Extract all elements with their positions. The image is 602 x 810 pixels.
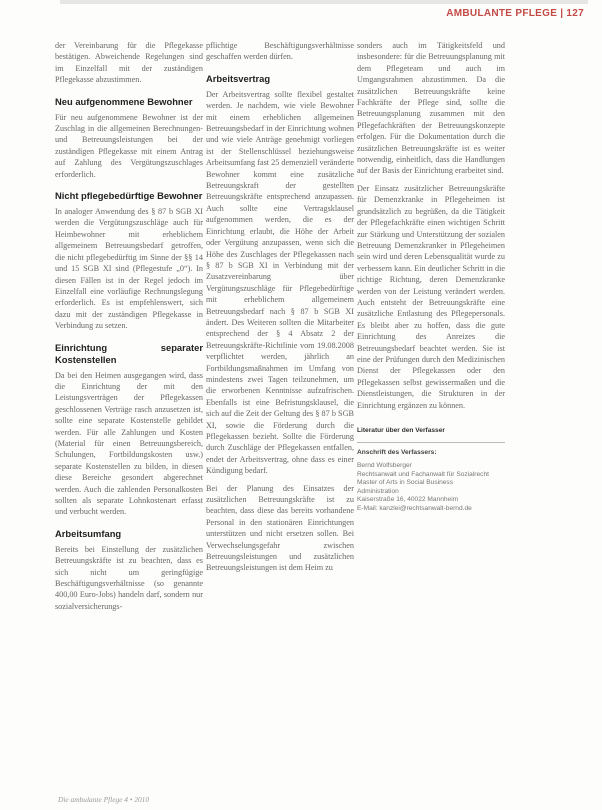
divider xyxy=(357,442,505,443)
literature-heading: Literatur über den Verfasser xyxy=(357,427,445,434)
column-3 xyxy=(357,40,505,514)
paragraph: Der Arbeitsvertrag sollte flexibel gestaltet werden. Je nachdem, wie viele Bewohner mit einem erheblichen allgemeinen Betreuungsbedarf in der Einrichtung wohnen und wie viele Anträge genehmigt vorliegen ist der Stellenschlüssel beziehungsweise Arbeitsumfang fast 25 demenziell veränderte Bewohner kommt eine zusätzliche Betreuungskraft der gestellten Betreuungskräfte entsprechend anzupassen. Auch sollte eine Vertragsklausel aufgenommen werden, die es der Einrichtung erlaubt, die Höhe der Arbeit oder Vergütung anzupassen, wenn sich die Höhe des Zuschlages der Pflegekassen nach § 87 b SGB XI in Verbindung mit der Zusatzvereinbarung über Vergütungszuschläge für Pflegebedürftige mit erheblichem allgemeinem Betreuungsbedarf nach § 87 b SGB XI ändert. Des Weiteren sollten die Mitarbeiter entsprechend der § 4 Absatz 2 der Betreuungskräfte-Richtlinie vom 19.08.2008 verpflichtet werden, jährlich an Fortbildungsmaßnahmen im Umfang von mindestens zwei Tagen teilzunehmen, um die erworbenen Kenntnisse aufzufrischen. Ebenfalls ist eine Befristungsklausel, die sich auf die Zeit der Geltung des § 87 b SGB XI, sowie die Förderung durch die Pflegekassen bezieht. Sollte die Förderung durch Zuschläge der Pflegekassen entfallen, endet der Arbeitsvertrag, ohne dass es einer Kündigung bedarf. xyxy=(206,89,354,476)
paragraph: In analoger Anwendung des § 87 b SGB XI werden die Vergütungszuschläge auch für Heimbewohner mit erheblichem allgemeinem Betreuungsbedarf getroffen, die nicht pflegebedürftig im Sinne der §§ 14 und 15 SGB XI sind (Pflegestufe „0“). In diesen Fällen ist in der Regel jedoch im Einzelfall eine vorläufige Rechnungslegung erforderlich. Es ist empfehlenswert, sich dazu mit der zuständigen Pflegekasse in Verbindung zu setzen. xyxy=(55,207,203,331)
column-2 xyxy=(206,40,354,580)
paragraph: Der Einsatz zusätzlicher Betreuungskräfte für Demenzkranke in Pflegeheimen ist grundsätzlich zu begrüßen, da die Tätigkeit der Pflegefachkräfte einen wichtigen Schritt zur Stärkung und Unterstützung der sozialen Betreuung Demenzkranker in Pflegeheimen sein wird und deren Lebensqualität wurde zu verbessern kann. Ein deutlicher Schritt in die richtige Richtung, deren Demenzkranke werden von der Leistung verändert werden. Auch entsteht der Betreuungskräfte eine zusätzliche Entlastung des Pflegepersonals. Es bleibt aber zu hoffen, dass die gute Einrichtung des Anreizes die Betreuungsbedarf beachtet werden. Sie ist eine der Prüfungen durch den Medizinischen Dienst der Pflegekassen oder den Pflegekassen selbst gewissermaßen und die Dienstleistungen, die Strukturen in der Einrichtung ergänzen zu können. xyxy=(357,183,505,410)
header-bar xyxy=(60,0,588,4)
address-line: Kaiserstraße 16, 40022 Mannheim xyxy=(357,496,459,504)
section-heading: Nicht pflegebedürftige Bewohner xyxy=(55,190,203,202)
section-heading: Einrichtung separater Kostenstellen xyxy=(55,341,203,365)
paragraph: pflichtige Beschäftigungsverhältnisse geschaffen werden dürfen. xyxy=(206,41,354,62)
author-address xyxy=(357,449,505,513)
section-heading: Arbeitsvertrag xyxy=(206,72,271,84)
paragraph: der Vereinbarung für die Pflegekasse bestätigen. Abweichende Regelungen sind im Einzelfall mit der zuständigen Pflegekasse abzustimmen. xyxy=(55,41,203,85)
address-line: Master of Arts in Social Business xyxy=(357,479,454,487)
paragraph: Bereits bei Einstellung der zusätzlichen Betreuungskräfte ist zu beachten, dass es sich nicht um geringfügige Beschäftigungsverhältnisse (so genannte 400,00 Euro-Jobs) handeln darf, sondern nur sozialversicherungs- xyxy=(55,544,203,611)
address-line: Rechtsanwalt und Fachanwalt für Sozialrecht xyxy=(357,470,489,478)
address-line: Administration xyxy=(357,487,399,495)
section-heading: Neu aufgenommene Bewohner xyxy=(55,95,193,107)
address-label: Anschrift des Verfassers: xyxy=(357,449,437,457)
paragraph: Für neu aufgenommene Bewohner ist der Zuschlag in die allgemeinen Berechnungen- und Betreuungsleistungen bei der zuständigen Pflegekasse mit einem Antrag auf Zahlung des Vergütungszuschlages erforderlich. xyxy=(55,112,203,179)
address-line: Bernd Wolfsberger xyxy=(357,462,412,469)
section-heading: Arbeitsumfang xyxy=(55,527,122,539)
paragraph: Da bei den Heimen ausgegangen wird, dass die Einrichtung der mit den Leistungsverträgen der Pflegekassen geschlossenen Verträge rasch anzusetzen ist, sollte eine separate Kostenstelle gebildet werden. Für alle Zahlungen und Kosten (Material für einen Betreuungsbereich, Schulungen, Fortbildungskosten usw.) separate Kostenstellen zu bilden, in diesen diese Bereiche gesondert abgerechnet werden. Auch die zahlenden Personalkosten sollten als separate Lohnkostenart erfasst und verbucht werden. xyxy=(55,370,203,517)
address-line: E-Mail: kanzlei@rechtsanwalt-bernd.de xyxy=(357,504,472,512)
running-head: AMBULANTE PFLEGE | 127 xyxy=(446,8,584,19)
paragraph: Bei der Planung des Einsatzes der zusätzlichen Betreuungskräfte ist zu beachten, dass diese das bereits vorhandene Personal in den stationären Einrichtungen unterstützen und nicht ersetzen sollen. Bei Verwechselungsgefahr zwischen Betreuungsleistungen und zusätzlichen Betreuungsleistungen ist dem Heim zu xyxy=(206,483,354,573)
page-footer: Die ambulante Pflege 4 • 2010 xyxy=(58,795,150,804)
column-1 xyxy=(55,40,203,618)
paragraph: sonders auch im Tätigkeitsfeld und insbesondere: für die Betreuungsplanung mit dem Pflegeteam und auch im Umgangsrahmen abzustimmen. Da die zusätzlichen Betreuungskräfte keine Fachkräfte der Pflege sind, sollte die Betreuungsplanung zusammen mit den Pflegefachkräften der Betreuungskonzepte erfolgen. Für die Dokumentation durch die zusätzlichen Betreuungskräfte ist es weiter notwendig, einheitlich, dass die Handlungen auf der Basis der Einrichtung erarbeitet sind. xyxy=(357,41,505,176)
